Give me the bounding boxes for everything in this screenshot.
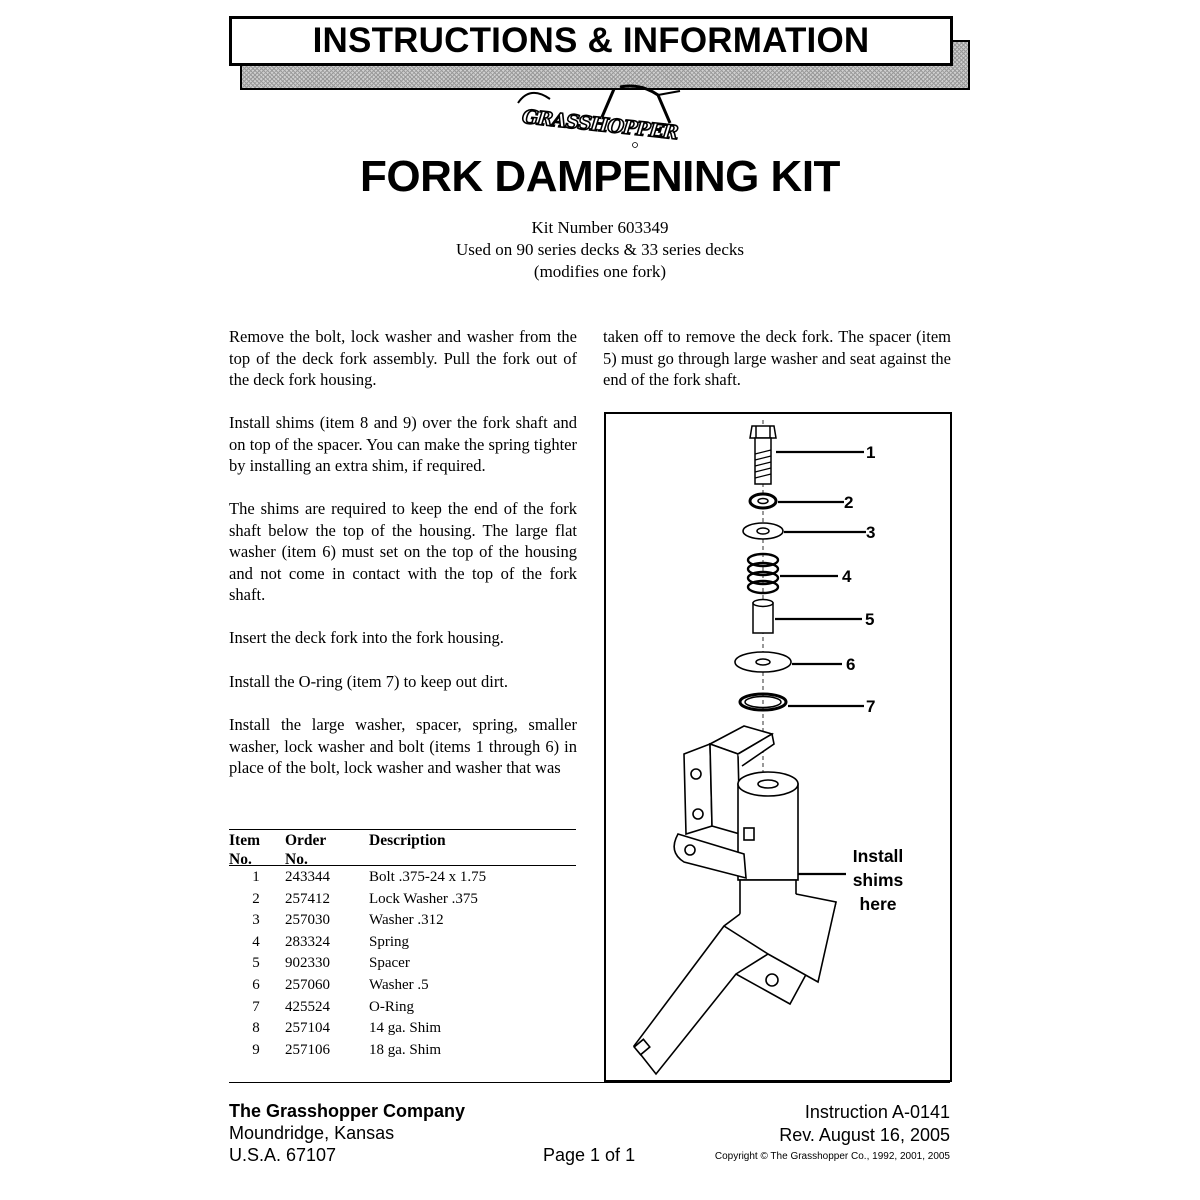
table-row <box>229 975 576 997</box>
callout-5: 5 <box>865 610 875 629</box>
item-number: 3 <box>252 912 260 929</box>
part-description: 14 ga. Shim <box>369 1020 442 1037</box>
order-number: 257104 <box>285 1020 330 1037</box>
kit-number: Kit Number 603349 <box>531 218 669 237</box>
instruction-paragraph-2: Install shims (item 8 and 9) over the fork shaft and on top of the spacer. You can make the spring tighter by installing an extra shim, if required. <box>229 413 577 475</box>
instruction-paragraph-6: Install the large washer, spacer, spring, smaller washer, lock washer and bolt (items 1 through 6) in place of the bolt, lock washer and washer that was <box>229 715 577 777</box>
series-usage: Used on 90 series decks & 33 series decks <box>456 240 744 259</box>
footer-rule <box>229 1082 950 1083</box>
install-shims-note-line3: here <box>859 894 897 914</box>
item-number: 1 <box>252 869 260 885</box>
table-row <box>229 1040 576 1062</box>
company-name: The Grasshopper Company <box>229 1101 466 1121</box>
order-number: 257060 <box>285 976 330 993</box>
instruction-paragraph-1: Remove the bolt, lock washer and washer from the top of the deck fork assembly. Pull the fork out of the deck fork housing. <box>229 327 577 389</box>
order-number: 243344 <box>285 869 330 885</box>
page-title: FORK DAMPENING KIT <box>360 152 840 201</box>
header-banner: INSTRUCTIONS & INFORMATION <box>229 16 953 66</box>
callout-6: 6 <box>846 655 856 674</box>
callout-3: 3 <box>866 523 876 542</box>
table-row <box>229 1018 576 1040</box>
order-number: 902330 <box>285 955 330 972</box>
instruction-paragraph-4: Insert the deck fork into the fork housing. <box>229 628 504 647</box>
install-shims-note-line1: Install <box>852 846 904 866</box>
item-number: 5 <box>252 955 260 972</box>
exploded-diagram <box>604 412 952 1082</box>
parts-table <box>229 829 576 1061</box>
table-row <box>229 867 576 889</box>
part-description: Spacer <box>369 955 410 972</box>
install-shims-note-line2: shims <box>852 870 904 890</box>
table-header <box>229 830 576 869</box>
item-number: 4 <box>252 933 260 950</box>
table-row <box>229 997 576 1019</box>
item-number: 8 <box>252 1020 260 1037</box>
callout-7: 7 <box>866 697 876 716</box>
order-number: 425524 <box>285 998 330 1015</box>
table-body <box>229 866 576 1061</box>
modifies-note: (modifies one fork) <box>533 262 667 281</box>
table-row <box>229 953 576 975</box>
table-row <box>229 910 576 932</box>
header-description: Description <box>369 832 446 849</box>
header-item: Item <box>229 832 260 849</box>
company-city: Moundridge, Kansas <box>229 1123 395 1143</box>
revision-date: Rev. August 16, 2005 <box>779 1125 950 1145</box>
order-number: 257030 <box>285 912 330 929</box>
grasshopper-logo <box>510 83 690 153</box>
item-number: 9 <box>252 1041 260 1058</box>
header-order: Order <box>285 832 327 849</box>
part-description: Spring <box>369 933 410 950</box>
page-number: Page 1 of 1 <box>543 1145 636 1165</box>
part-description: Washer .5 <box>369 976 429 993</box>
part-description: Washer .312 <box>369 912 444 929</box>
callout-2: 2 <box>844 493 854 512</box>
bolt-part <box>750 426 776 484</box>
header-item-no: No. <box>229 851 252 868</box>
part-description: Lock Washer .375 <box>369 890 478 907</box>
item-number: 7 <box>252 998 260 1015</box>
item-number: 2 <box>252 890 260 907</box>
order-number: 257106 <box>285 1041 330 1058</box>
part-description: O-Ring <box>369 998 414 1015</box>
order-number: 283324 <box>285 933 330 950</box>
instruction-paragraph-7: taken off to remove the deck fork. The spacer (item 5) must go through large washer and seat against the end of the fork shaft. <box>603 327 951 389</box>
callout-1: 1 <box>866 443 876 462</box>
instruction-paragraph-5: Install the O-ring (item 7) to keep out dirt. <box>229 672 509 691</box>
part-description: Bolt .375-24 x 1.75 <box>369 869 487 885</box>
item-number: 6 <box>252 976 260 993</box>
company-country: U.S.A. 67107 <box>229 1145 337 1165</box>
table-row <box>229 889 576 911</box>
part-description: 18 ga. Shim <box>369 1041 442 1058</box>
callout-4: 4 <box>842 567 852 586</box>
instruction-number: Instruction A-0141 <box>804 1102 950 1122</box>
logo-text: GRASSHOPPER <box>521 105 679 145</box>
order-number: 257412 <box>285 890 330 907</box>
instruction-paragraph-3: The shims are required to keep the end of the fork shaft below the top of the housing. The large flat washer (item 6) must set on the top of the housing and not come in contact with the top of the fork shaft. <box>229 499 577 604</box>
header-order-no: No. <box>285 851 308 868</box>
copyright: Copyright © The Grasshopper Co., 1992, 2001, 2005 <box>714 1151 950 1162</box>
table-row <box>229 932 576 954</box>
